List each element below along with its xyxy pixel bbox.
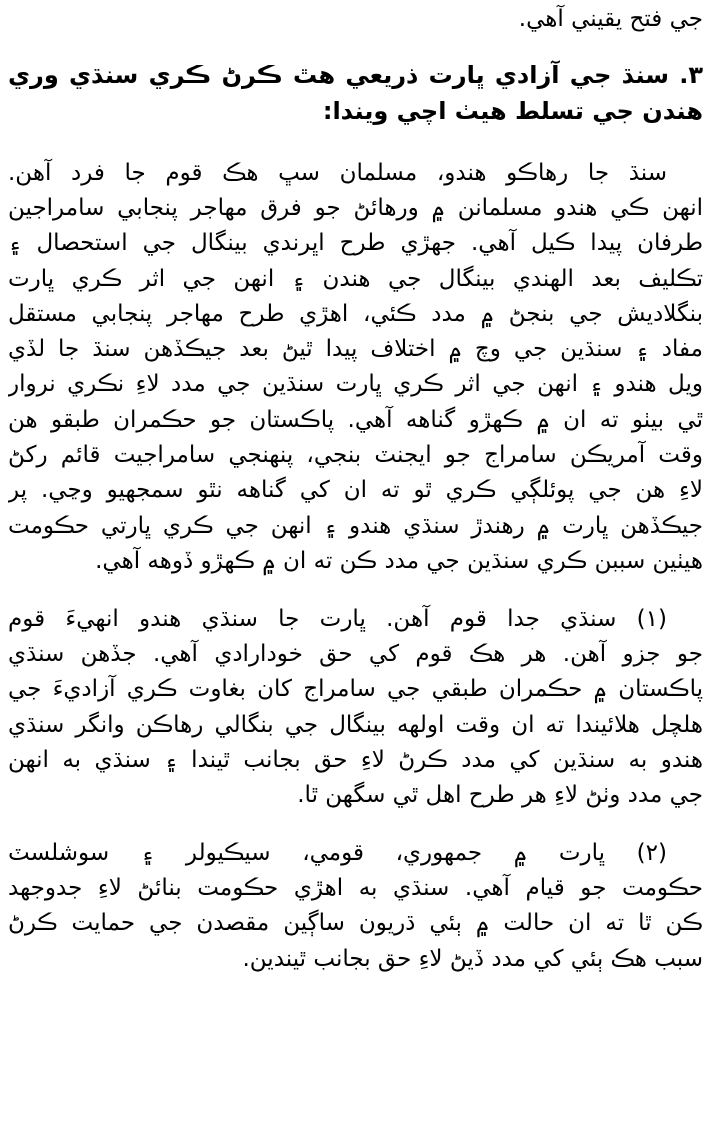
paragraph-line: هندو به سنڌين کي مدد ڪرڻ لاءِ حق بجانب ٿيندا ۽ سنڌي به انهن — [8, 747, 703, 773]
paragraph-line: پاڪستان ۾ حڪمران طبقي جي سامراج کان بغاوت ڪري آزاديءَ جي — [8, 676, 703, 702]
paragraph-line: لاءِ هن جي پوئلڳي ڪري ٿو ته ان کي گناهه نٿو سمجهيو وڃي. پر — [8, 477, 703, 503]
paragraph-line: (١) سنڌي جدا قوم آهن. ڀارت جا سنڌي هندو انهيءَ قوم — [8, 606, 667, 632]
paragraph-line: تڪليف بعد الهندي بينگال جي هندن ۽ انهن جي اثر ڪري ڀارت — [8, 266, 703, 292]
paragraph-line: هلچل هلائيندا ته ان وقت اولهه بينگال جي بنگالي رهاڪن وانگر سنڌي — [8, 712, 703, 738]
paragraph-line: جيڪڏهن ڀارت ۾ رهندڙ سنڌي هندو ۽ انهن جي ڪري ڀارتي حڪومت — [8, 513, 703, 539]
paragraph-line: هيٺين سببن ڪري سنڌين جي مدد ڪن ته ان ۾ ڪهڙو ڏوهه آهي. — [95, 548, 703, 574]
paragraph-line: سنڌ جا رهاڪو هندو، مسلمان سڀ هڪ قوم جا فرد آهن. — [8, 160, 667, 186]
paragraph-line: وقت آمريڪن سامراج جو ايجنٽ بنجي، پنهنجي سامراجيت قائم رکڻ — [8, 442, 703, 468]
paragraph-line: ويل هندو ۽ انهن جي اثر ڪري ڀارت سنڌين جي مدد لاءِ نڪري نروار — [8, 371, 703, 397]
paragraph-line: جي مدد وٺڻ لاءِ هر طرح اهل ٿي سگهن ٿا. — [297, 782, 703, 808]
section-heading: ٣. سنڌ جي آزادي ڀارت ذريعي هٿ ڪرڻ ڪري سنڌي وري — [8, 61, 703, 89]
paragraph-line: ٿي بيٺو ته ان ۾ ڪهڙو گناهه آهي. پاڪستان جو حڪمران طبقو هن — [8, 407, 703, 433]
text-line: جي فتح يقيني آهي. — [518, 6, 703, 32]
paragraph-line: انهن ڪي هندو مسلمانن ۾ ورهائڻ جو فرق مهاجر پنجابي سامراجين — [8, 195, 703, 221]
paragraph-line: جو جزو آهن. هر هڪ قوم کي حق خودارادي آهي. جڏهن سنڌي — [8, 641, 703, 667]
paragraph-line: حڪومت جو قيام آهي. سنڌي به اهڙي حڪومت بنائڻ لاءِ جدوجهد — [8, 875, 703, 901]
paragraph-line: سبب هڪ ٻئي کي مدد ڏيڻ لاءِ حق بجانب ٿيندين. — [242, 946, 703, 972]
paragraph-line: بنگلاديش جي بنجڻ ۾ مدد ڪئي، اهڙي طرح مهاجر پنجابي مستقل — [8, 301, 703, 327]
paragraph-line: ڪن ٿا ته ان حالت ۾ ٻئي ڌريون ساڳين مقصدن جي حمايت ڪرڻ — [8, 910, 703, 936]
paragraph-line: (٢) ڀارت ۾ جمهوري، قومي، سيڪيولر ۽ سوشلسٽ — [8, 840, 667, 866]
paragraph-line: طرفان پيدا ڪيل آهي. جهڙي طرح اڀرندي بينگال جي استحصال ۽ — [8, 230, 703, 256]
section-heading-continued: هندن جي تسلط هيٺ اچي ويندا: — [322, 97, 703, 125]
paragraph-line: مفاد ۽ سنڌين جي وچ ۾ اختلاف پيدا ٿيڻ بعد جيڪڏهن سنڌ جا لڏي — [8, 336, 703, 362]
